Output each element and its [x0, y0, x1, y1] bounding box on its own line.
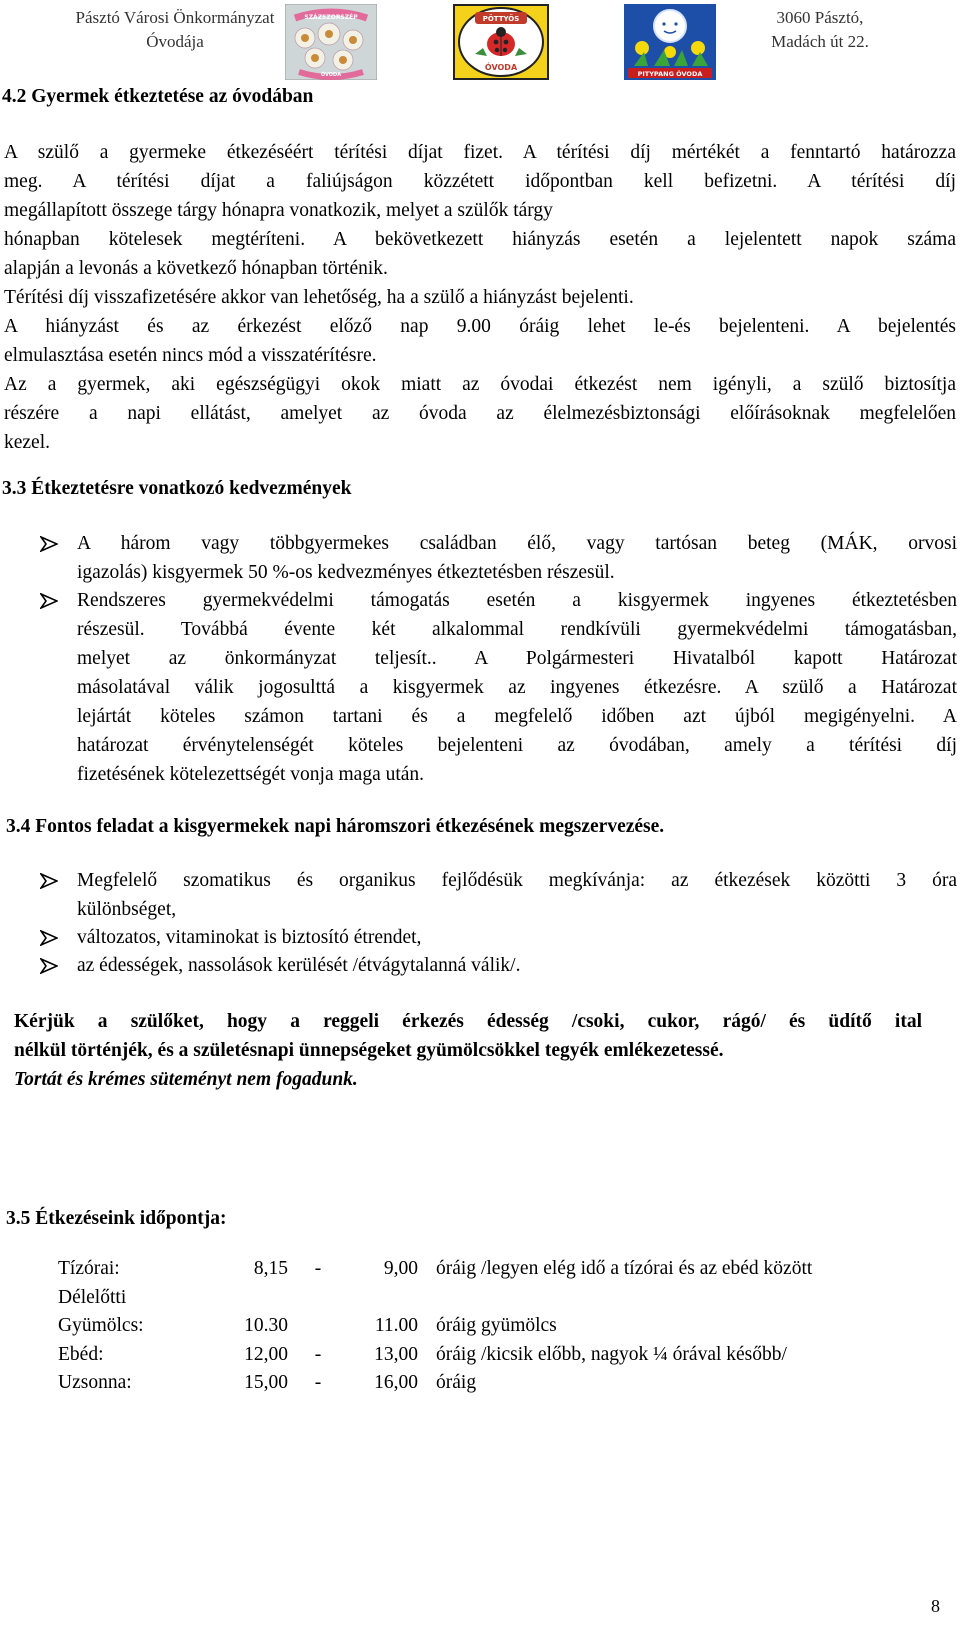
page-number: 8	[931, 1596, 940, 1616]
header-address-line2: Madách út 22.	[771, 32, 869, 51]
paragraph-line: Térítési díj visszafizetésére akkor van lehetőség, ha a szülő a hiányzást bejelenti.	[4, 287, 634, 308]
request-italic-line: Tortát és krémes süteményt nem fogadunk.	[14, 1069, 358, 1090]
paragraph-line: megállapított összege tárgy hónapra vonatkozik, melyet a szülők tárgy	[4, 200, 553, 221]
bullet-line: másolatával válik jogosulttá a kisgyermek az ingyenes étkezésre. A szülő a Határozat	[77, 677, 957, 698]
bullet-line: igazolás) kisgyermek 50 %-os kedvezményes étkeztetésben részesül.	[77, 562, 615, 583]
paragraph-line: Az a gyermek, aki egészségügyi okok miatt az óvodai étkezést nem igényli, a szülő biztosítja	[4, 374, 956, 395]
schedule-row	[58, 1372, 812, 1401]
schedule-cell-dash: -	[314, 1372, 322, 1393]
schedule-cell-from	[218, 1287, 288, 1316]
schedule-cell-from: 10.30	[244, 1315, 288, 1336]
svg-text:ÓVODA: ÓVODA	[484, 63, 518, 72]
section-35-heading: 3.5 Étkezéseink időpontja:	[6, 1208, 227, 1229]
bullet-line: különbséget,	[77, 899, 177, 920]
bullet-line: határozat érvénytelenségét köteles bejelenteni az óvodában, amely a térítési díj	[77, 735, 957, 756]
header-address-line1: 3060 Pásztó,	[776, 8, 864, 27]
section-42-heading: 4.2 Gyermek étkeztetése az óvodában	[2, 86, 314, 107]
schedule-cell-meal: Uzsonna:	[58, 1372, 132, 1393]
paragraph-line: elmulasztása esetén nincs mód a visszatérítésre.	[4, 345, 377, 366]
section-42-body	[4, 138, 956, 457]
schedule-cell-dash	[288, 1315, 348, 1344]
schedule-cell-to: 16,00	[374, 1372, 418, 1393]
bullet-line: fizetésének kötelezettségét vonja maga után.	[77, 764, 425, 785]
request-line: nélkül történjék, és a születésnapi ünnepségeket gyümölcsökkel tegyék emlékezetessé.	[14, 1040, 724, 1061]
header-address	[745, 6, 895, 54]
schedule-row	[58, 1258, 812, 1287]
schedule-cell-note: óráig /kicsik előbb, nagyok ¼ órával később/	[436, 1343, 787, 1365]
schedule-cell-note: óráig	[436, 1372, 477, 1393]
pitypang-ovoda-logo	[624, 4, 716, 80]
bullet-line: az édességek, nassolások kerülését /étvágytalanná válik/.	[77, 955, 521, 976]
bullet-line: melyet az önkormányzat teljesít.. A Polgármesteri Hivatalból kapott Határozat	[77, 648, 957, 669]
schedule-cell-from: 12,00	[244, 1343, 288, 1365]
parent-request	[14, 1007, 922, 1094]
svg-text:ÓVODA: ÓVODA	[320, 72, 342, 78]
schedule-row	[58, 1315, 812, 1344]
paragraph-line: hónapban kötelesek megtéríteni. A bekövetkezett hiányzás esetén a lejelentett napok száma	[4, 229, 956, 250]
svg-text:PÖTTYÖS: PÖTTYÖS	[482, 15, 520, 23]
schedule-cell-note: óráig gyümölcs	[436, 1315, 557, 1336]
arrow-bullet-icon	[40, 958, 58, 974]
schedule-cell-dash	[288, 1287, 348, 1316]
schedule-cell-meal: Gyümölcs:	[58, 1315, 144, 1336]
meal-schedule-table	[58, 1258, 812, 1401]
paragraph-line: kezel.	[4, 432, 51, 453]
szazszorszep-ovoda-logo	[285, 4, 377, 80]
schedule-cell-meal: Ebéd:	[58, 1343, 104, 1365]
bullet-line: Megfelelő szomatikus és organikus fejlődésük megkívánja: az étkezések közötti 3 óra	[77, 870, 957, 891]
schedule-cell-dash: -	[314, 1343, 322, 1365]
section-34-heading: 3.4 Fontos feladat a kisgyermekek napi háromszori étkezésének megszervezése.	[6, 816, 665, 837]
schedule-cell-meal: Tízórai:	[58, 1258, 120, 1279]
schedule-cell-to: 9,00	[383, 1258, 418, 1279]
paragraph-line: meg. A térítési díjat a faliújságon közzétett időpontban kell befizetni. A térítési díj	[4, 171, 956, 192]
bullet-line: részesül. Továbbá évente két alkalommal rendkívüli gyermekvédelmi támogatásban,	[77, 619, 957, 640]
schedule-row	[58, 1344, 812, 1373]
paragraph-line: alapján a levonás a következő hónapban történik.	[4, 258, 388, 279]
schedule-cell-meal: Délelőtti	[58, 1286, 127, 1308]
section-33-heading: 3.3 Étkeztetésre vonatkozó kedvezmények	[2, 478, 352, 499]
schedule-cell-note: óráig /legyen elég idő a tízórai és az ebéd között	[436, 1258, 813, 1279]
arrow-bullet-icon	[40, 873, 58, 889]
schedule-cell-to	[348, 1287, 418, 1316]
bullet-line: A három vagy többgyermekes családban élő, vagy tartósan beteg (MÁK, orvosi	[77, 533, 957, 554]
bullet-line: lejártát köteles számon tartani és a megfelelő időben azt újból megigényelni. A	[77, 706, 957, 727]
schedule-cell-to: 11.00	[374, 1315, 418, 1336]
katicabogar-ovoda-logo	[453, 4, 549, 80]
arrow-bullet-icon	[40, 930, 58, 946]
header-institution-line2: Óvodája	[146, 32, 204, 51]
schedule-cell-to: 13,00	[374, 1343, 418, 1365]
schedule-cell-dash: -	[314, 1258, 322, 1279]
arrow-bullet-icon	[40, 536, 58, 552]
bullet-line: Rendszeres gyermekvédelmi támogatás esetén a kisgyermek ingyenes étkeztetésben	[77, 590, 957, 611]
header-institution-line1: Pásztó Városi Önkormányzat	[75, 8, 275, 27]
svg-text:SZÁZSZORSZÉP: SZÁZSZORSZÉP	[304, 14, 358, 21]
schedule-cell-from: 8,15	[253, 1258, 288, 1279]
header-institution	[70, 6, 280, 54]
bullet-line: változatos, vitaminokat is biztosító étrendet,	[77, 927, 422, 948]
arrow-bullet-icon	[40, 593, 58, 609]
paragraph-line: A szülő a gyermeke étkezéséért térítési díjat fizet. A térítési díj mértékét a fenntartó határozza	[4, 142, 956, 163]
svg-text:PITYPANG ÓVODA: PITYPANG ÓVODA	[637, 70, 703, 78]
request-line: Kérjük a szülőket, hogy a reggeli érkezés édesség /csoki, cukor, rágó/ és üdítő ital	[14, 1011, 922, 1032]
paragraph-line: A hiányzást és az érkezést előző nap 9.00 óráig lehet le-és bejelenteni. A bejelentés	[4, 316, 956, 337]
schedule-cell-note	[418, 1287, 812, 1316]
schedule-row	[58, 1287, 812, 1316]
paragraph-line: részére a napi ellátást, amelyet az óvoda az élelmezésbiztonsági előírásoknak megfelelően	[4, 403, 956, 424]
schedule-cell-from: 15,00	[244, 1372, 288, 1393]
